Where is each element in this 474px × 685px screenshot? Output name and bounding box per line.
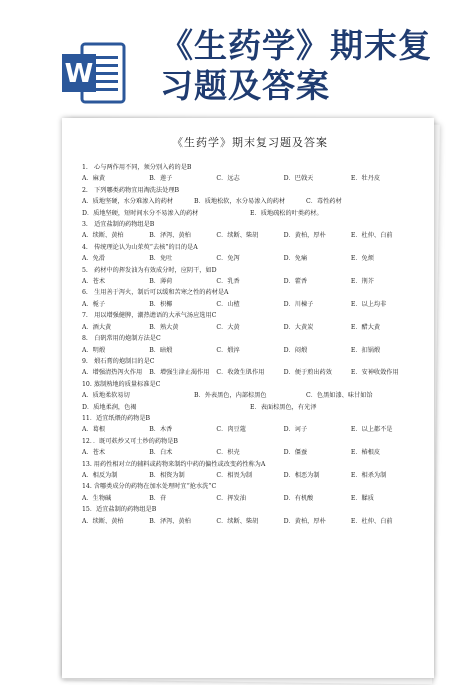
option-text: C．相畏为制	[216, 471, 253, 479]
option-text: E．表面棕黑色，有光泽	[250, 403, 317, 411]
option-row	[82, 173, 418, 184]
question-text: 2. 下列哪类药物宜用淘洗法处理B	[82, 186, 180, 194]
question-text: 10. 蒸制熟地的质量标准是C	[82, 380, 161, 388]
option-text: D．闷煅	[283, 346, 308, 354]
option-row	[82, 516, 418, 527]
question-text: 9. 煅石膏的炮制目的是C	[82, 357, 155, 365]
question-text: 15．适宜盐制的药物组是B	[82, 506, 157, 514]
option-text: D．相恶为制	[283, 471, 320, 479]
question-text: 5. 药材中的挥发油为有效成分时，应阴干，如D	[82, 266, 217, 274]
option-text: D．便于煎出药效	[283, 369, 332, 377]
option-text: E．牡丹皮	[350, 175, 381, 183]
option-text: E．椿根皮	[350, 449, 381, 457]
option-text: D．藿香	[283, 278, 308, 286]
option-text: E．荆芥	[350, 278, 374, 286]
question-text: 6. 生用善于泻火，制后可以缓和苦寒之性的药材是A	[82, 289, 229, 297]
option-text: B．免吐	[149, 255, 173, 263]
option-text: E．醋大黄	[350, 323, 381, 331]
option-text: B．质地松软，水分易渗入的药材	[194, 198, 286, 206]
option-text: E．鞣质	[350, 494, 374, 502]
document-banner	[0, 0, 474, 120]
option-text: A．生物碱	[82, 494, 112, 502]
question-list	[82, 162, 418, 527]
option-text: C．免泻	[216, 255, 240, 263]
option-text: E．免烦	[350, 255, 374, 263]
question-text: 4. 传统理论认为山茱萸“去核”的目的是A	[82, 243, 198, 251]
option-text: A．栀子	[82, 300, 106, 308]
option-text: B．暗煅	[149, 346, 173, 354]
option-text: D．质地坚硬，短时间水分不易渗入的药材	[82, 209, 199, 217]
option-text: C．煅淬	[216, 346, 240, 354]
option-text: E．以上都不是	[350, 426, 393, 434]
document-page	[62, 118, 434, 678]
question-text: 3. 适宜盐制的药物组是B	[82, 221, 155, 229]
option-text: D．大黄炭	[283, 323, 314, 331]
option-row	[82, 447, 418, 458]
option-text: E．杜仲、白前	[350, 232, 393, 240]
option-text: E．安神收敛作用	[350, 369, 399, 377]
svg-text:W: W	[64, 59, 94, 89]
option-text: C．收敛生肌作用	[216, 369, 265, 377]
option-text: B．木香	[149, 426, 173, 434]
option-row	[82, 402, 418, 413]
question-text: 7. 用以增强健脾，潮热谵语的大承气汤应选用C	[82, 312, 217, 320]
option-text: B．莲子	[149, 175, 173, 183]
banner-title-line2: 习题及答案	[160, 66, 330, 105]
option-text: E．扣锅煅	[350, 346, 381, 354]
option-text: E．杜仲、白前	[350, 517, 393, 525]
option-text: D．质地柔润，色褐	[82, 403, 137, 411]
option-text: E．以上均非	[350, 300, 387, 308]
option-text: C．乳香	[216, 278, 240, 286]
option-row	[82, 367, 418, 378]
option-text: C．枳壳	[216, 449, 240, 457]
option-text: D．免痛	[283, 255, 308, 263]
question-text: 11．适宜纸煨的药物是B	[82, 414, 151, 422]
option-text: A．增强清热泻火作用	[82, 369, 143, 377]
option-text: B．枳椰	[149, 300, 173, 308]
option-text: E．质地疏松的叶类药材。	[250, 209, 323, 217]
option-row	[82, 253, 418, 264]
option-text: B．薄荷	[149, 278, 173, 286]
question-text: 8. 白矾常用的炮制方法是C	[82, 335, 161, 343]
option-text: D．黄柏，厚朴	[283, 232, 326, 240]
option-row	[82, 196, 418, 207]
option-text: A．续断、黄柏	[82, 517, 124, 525]
option-text: D．有机酸	[283, 494, 314, 502]
option-row	[82, 390, 418, 401]
option-text: C．毒性药材	[306, 198, 342, 206]
option-text: B．泽泻、黄柏	[149, 232, 191, 240]
option-text: A．明煅	[82, 346, 106, 354]
question-text: 12．．既可麸炒又可土炒的药物是B	[82, 437, 178, 445]
question-text: 1. 心与两作用不同，须分别入药的是B	[82, 164, 192, 171]
option-row	[82, 230, 418, 241]
option-row	[82, 424, 418, 435]
option-row	[82, 470, 418, 481]
option-text: B．白术	[149, 449, 173, 457]
option-text: D．巴戟天	[283, 175, 314, 183]
option-text: D．川楝子	[283, 300, 314, 308]
option-text: B．熟大黄	[149, 323, 179, 331]
option-text: D．黄柏，厚朴	[283, 517, 326, 525]
option-text: C．大黄	[216, 323, 240, 331]
option-text: C．山楂	[216, 300, 240, 308]
option-text: B．外表黑色，内部棕黑色	[194, 392, 267, 400]
option-text: C．远志	[216, 175, 240, 183]
option-row	[82, 208, 418, 219]
banner-title-line1: 《生药学》期末复	[160, 26, 432, 65]
option-text: A．苍术	[82, 449, 106, 457]
option-text: B．增强生津止渴作用	[149, 369, 210, 377]
option-text: A．免滑	[82, 255, 106, 263]
option-row	[82, 493, 418, 504]
document-title: 《生药学》期末复习题及答案	[172, 136, 328, 149]
option-text: C．续断、柴胡	[216, 232, 259, 240]
option-text: C．挥发油	[216, 494, 246, 502]
banner-title	[160, 26, 460, 106]
option-text: A．质地坚硬，水分难渗入的药材	[82, 198, 174, 206]
option-text: B．相资为制	[149, 471, 185, 479]
option-row	[82, 276, 418, 287]
option-text: C．续断、柴胡	[216, 517, 259, 525]
option-row	[82, 345, 418, 356]
option-row	[82, 322, 418, 333]
option-text: C．肉豆蔻	[216, 426, 246, 434]
word-doc-icon	[60, 40, 128, 106]
option-text: E．相杀为制	[350, 471, 387, 479]
option-text: A．相反为制	[82, 471, 118, 479]
option-text: A．续断、黄柏	[82, 232, 124, 240]
option-text: B．苷	[149, 494, 167, 502]
option-text: A．酒大黄	[82, 323, 112, 331]
question-text: 13. 用药性相对立的辅料或药物来制约中药的偏性或改变药性称为A	[82, 460, 266, 468]
option-text: A．质地柔软易切	[82, 392, 130, 400]
option-row	[82, 299, 418, 310]
question-text: 14. 含哪类成分的药物在加水处理时宜“抢水洗”C	[82, 483, 217, 491]
option-text: A．葛根	[82, 426, 106, 434]
option-text: A．苍术	[82, 278, 106, 286]
option-text: A．麻黄	[82, 175, 106, 183]
option-text: D．诃子	[283, 426, 308, 434]
option-text: D．僵蚕	[283, 449, 308, 457]
option-text: B．泽泻、黄柏	[149, 517, 191, 525]
option-text: C．色黑如漆、味甘如饴	[306, 392, 373, 400]
